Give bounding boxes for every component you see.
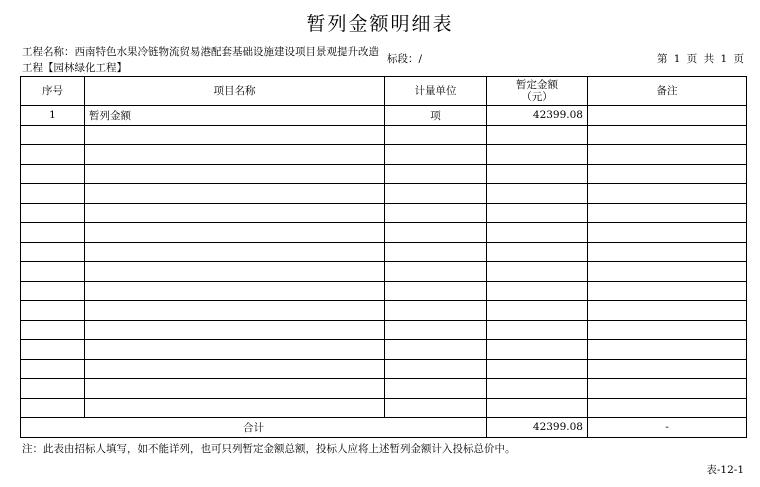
empty-cell [85,340,385,360]
empty-cell [385,262,487,282]
empty-cell [85,262,385,282]
empty-cell [385,203,487,223]
empty-cell [588,359,747,379]
page-number: 第 1 页 共 1 页 [656,53,744,65]
empty-row [21,340,747,360]
empty-row [21,398,747,418]
empty-cell [385,184,487,204]
empty-row [21,184,747,204]
total-amount: 42399.08 [487,418,588,438]
empty-cell [487,262,588,282]
empty-row [21,125,747,145]
empty-cell [487,379,588,399]
empty-cell [487,398,588,418]
total-row [21,418,747,438]
empty-cell [588,262,747,282]
empty-cell [21,164,85,184]
empty-cell [588,301,747,321]
empty-cell [487,145,588,165]
empty-cell [85,320,385,340]
empty-cell [85,125,385,145]
empty-row [21,320,747,340]
empty-cell [85,203,385,223]
empty-cell [385,223,487,243]
empty-cell [21,223,85,243]
page-title: 暂列金额明细表 [306,13,454,35]
empty-cell [385,125,487,145]
empty-cell [588,125,747,145]
empty-cell [588,145,747,165]
empty-cell [487,203,588,223]
empty-cell [588,340,747,360]
total-remark: - [588,418,747,438]
empty-cell [385,281,487,301]
col-header-amount: 暂定金额 （元） [487,77,588,106]
empty-cell [588,398,747,418]
empty-cell [588,379,747,399]
empty-cell [588,203,747,223]
col-header-no: 序号 [21,77,85,106]
empty-cell [21,125,85,145]
empty-cell [85,223,385,243]
empty-cell [85,184,385,204]
project-name: 工程名称：西南特色水果冷链物流贸易港配套基础设施建设项目景观提升改造工程【园林绿化工程】 [22,46,379,74]
empty-cell [85,301,385,321]
empty-row [21,301,747,321]
empty-cell [85,164,385,184]
empty-cell [385,359,487,379]
empty-row [21,262,747,282]
empty-row [21,164,747,184]
col-header-remark: 备注 [588,77,747,106]
empty-cell [85,398,385,418]
empty-cell [588,164,747,184]
col-header-unit: 计量单位 [385,77,487,106]
cell-unit: 项 [385,106,487,126]
empty-cell [385,320,487,340]
empty-cell [385,145,487,165]
empty-cell [21,320,85,340]
cell-name: 暂列金额 [85,106,385,126]
empty-cell [85,281,385,301]
form-number: 表-12-1 [706,464,744,476]
empty-cell [385,340,487,360]
cell-remark [588,106,747,126]
empty-cell [588,281,747,301]
empty-cell [385,164,487,184]
table-note: 注：此表由招标人填写，如不能详列，也可只列暂定金额总额，投标人应将上述暂列金额计入投标总价中。 [22,443,516,455]
table-row [21,106,747,126]
empty-cell [487,320,588,340]
empty-cell [588,223,747,243]
empty-cell [588,242,747,262]
empty-cell [385,301,487,321]
empty-cell [487,359,588,379]
empty-row [21,379,747,399]
empty-cell [487,340,588,360]
empty-cell [21,301,85,321]
empty-cell [21,359,85,379]
empty-cell [487,301,588,321]
empty-cell [487,223,588,243]
empty-cell [85,145,385,165]
empty-cell [588,320,747,340]
empty-row [21,145,747,165]
empty-cell [588,184,747,204]
empty-cell [487,242,588,262]
empty-cell [21,398,85,418]
cell-no: 1 [21,106,85,126]
empty-cell [385,398,487,418]
empty-cell [487,164,588,184]
empty-cell [85,379,385,399]
empty-cell [21,184,85,204]
empty-cell [21,145,85,165]
empty-cell [21,379,85,399]
empty-row [21,242,747,262]
empty-cell [21,242,85,262]
empty-row [21,359,747,379]
empty-row [21,281,747,301]
empty-cell [385,242,487,262]
col-header-name: 项目名称 [85,77,385,106]
empty-cell [21,340,85,360]
empty-cell [487,125,588,145]
empty-cell [385,379,487,399]
empty-cell [85,242,385,262]
empty-row [21,203,747,223]
total-label: 合计 [21,418,487,438]
empty-cell [21,203,85,223]
cell-amount: 42399.08 [487,106,588,126]
empty-cell [487,184,588,204]
empty-cell [21,262,85,282]
empty-cell [85,359,385,379]
empty-cell [487,281,588,301]
empty-cell [21,281,85,301]
empty-row [21,223,747,243]
table-header-row [21,77,747,106]
provisional-sum-table [20,76,747,438]
section-label: 标段：/ [387,53,423,65]
